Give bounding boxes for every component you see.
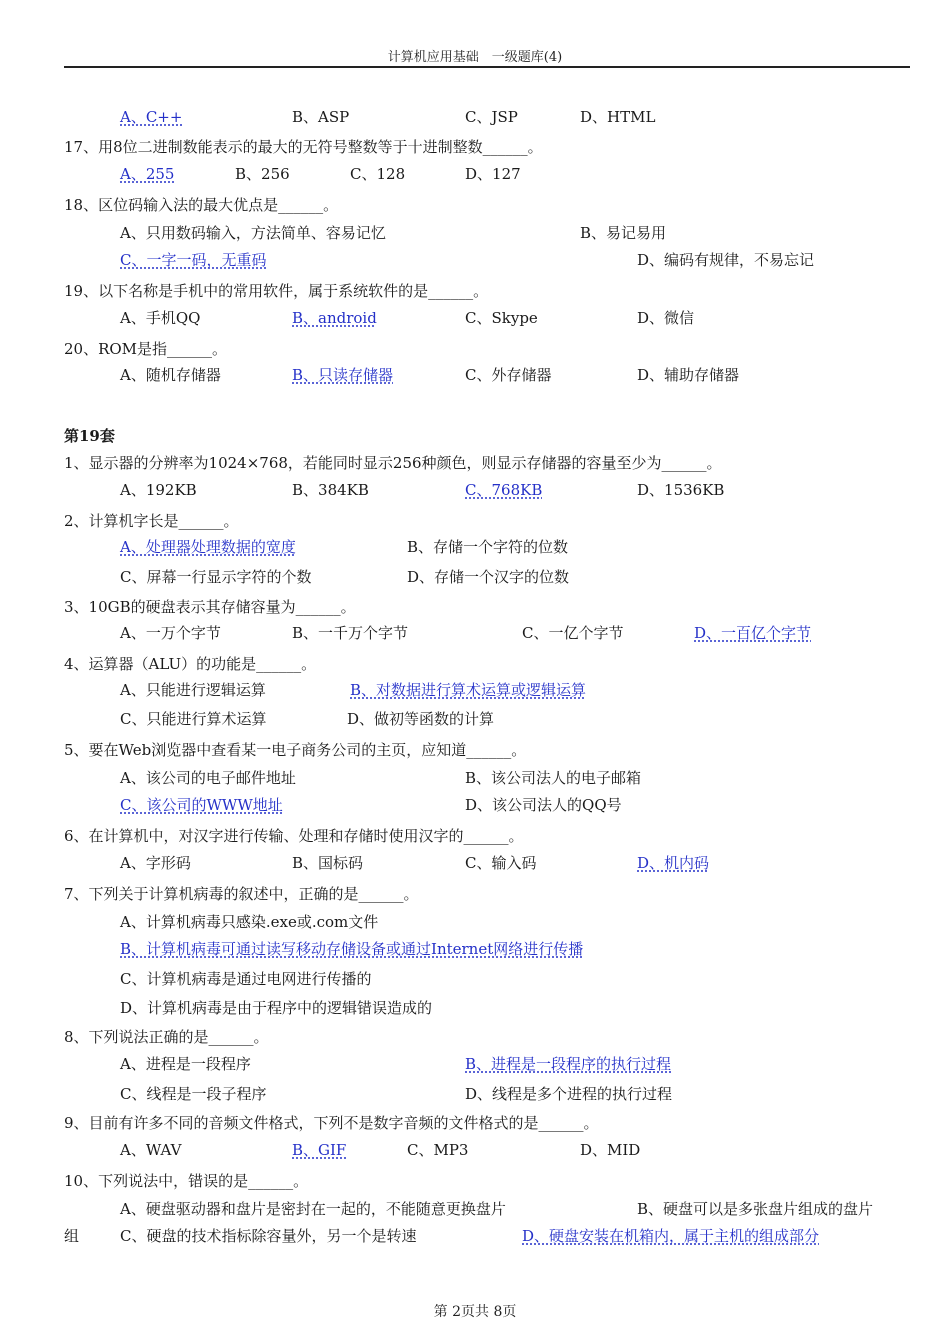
q17-option-c: C、128 <box>350 165 406 183</box>
set19-question-2: 2、计算机字长是______。 <box>64 512 239 530</box>
s6-option-a: A、字形码 <box>120 854 191 872</box>
s6-option-b: B、国标码 <box>292 854 364 872</box>
set19-question-10: 10、下列说法中，错误的是______。 <box>64 1172 309 1190</box>
q20-option-c: C、外存储器 <box>465 366 552 384</box>
s9-option-d: D、MID <box>580 1141 641 1159</box>
s1-option-a: A、192KB <box>120 481 197 499</box>
s5-option-b: B、该公司法人的电子邮箱 <box>465 769 642 787</box>
page-header: 计算机应用基础 一级题库(4) <box>387 50 563 65</box>
s10-option-c: C、硬盘的技术指标除容量外，另一个是转速 <box>120 1227 417 1245</box>
set19-question-9: 9、目前有许多不同的音频文件格式，下列不是数字音频的文件格式的是______。 <box>64 1114 599 1132</box>
q17-option-b: B、256 <box>235 165 290 183</box>
s3-option-d: D、一百亿个字节 <box>694 624 812 642</box>
s3-option-b: B、一千万个字节 <box>292 624 409 642</box>
question-20: 20、ROM是指______。 <box>64 340 228 358</box>
set-title: 第19套 <box>64 427 115 445</box>
q17-option-d: D、127 <box>465 165 521 183</box>
q16-option-d: D、HTML <box>580 108 656 126</box>
q16-option-c: C、JSP <box>465 108 518 126</box>
s2-option-c: C、屏幕一行显示字符的个数 <box>120 568 312 586</box>
question-19: 19、以下名称是手机中的常用软件，属于系统软件的是______。 <box>64 282 489 300</box>
s7-option-d: D、计算机病毒是由于程序中的逻辑错误造成的 <box>120 999 433 1017</box>
q19-option-b: B、android <box>292 309 377 327</box>
set19-question-5: 5、要在Web浏览器中查看某一电子商务公司的主页，应知道______。 <box>64 741 527 759</box>
q20-option-b: B、只读存储器 <box>292 366 394 384</box>
q17-option-a: A、255 <box>120 165 175 183</box>
s10-option-d: D、硬盘安装在机箱内，属于主机的组成部分 <box>522 1227 820 1245</box>
s4-option-b: B、对数据进行算术运算或逻辑运算 <box>350 681 587 699</box>
s7-option-a: A、计算机病毒只感染.exe或.com文件 <box>120 913 379 931</box>
s2-option-d: D、存储一个汉字的位数 <box>407 568 570 586</box>
question-18: 18、区位码输入法的最大优点是______。 <box>64 196 339 214</box>
s8-option-b: B、进程是一段程序的执行过程 <box>465 1055 672 1073</box>
s4-option-d: D、做初等函数的计算 <box>347 710 495 728</box>
s3-option-a: A、一万个字节 <box>120 624 221 642</box>
set19-question-1: 1、显示器的分辨率为1024×768，若能同时显示256种颜色，则显示存储器的容量至少为______。 <box>64 454 722 472</box>
set19-question-6: 6、在计算机中，对汉字进行传输、处理和存储时使用汉字的______。 <box>64 827 524 845</box>
q18-option-d: D、编码有规律，不易忘记 <box>637 251 815 269</box>
q20-option-d: D、辅助存储器 <box>637 366 740 384</box>
q16-option-a: A、C++ <box>120 108 183 126</box>
q20-option-a: A、随机存储器 <box>120 366 221 384</box>
s4-option-a: A、只能进行逻辑运算 <box>120 681 266 699</box>
q19-option-d: D、微信 <box>637 309 695 327</box>
set19-question-3: 3、10GB的硬盘表示其存储容量为______。 <box>64 598 356 616</box>
s8-option-d: D、线程是多个进程的执行过程 <box>465 1085 673 1103</box>
page-footer: 第 2页共 8页 <box>433 1304 517 1320</box>
s10-option-b-continuation: 组 <box>64 1227 80 1245</box>
q18-option-c: C、一字一码，无重码 <box>120 251 267 269</box>
s10-option-a: A、硬盘驱动器和盘片是密封在一起的，不能随意更换盘片 <box>120 1200 506 1218</box>
s5-option-d: D、该公司法人的QQ号 <box>465 796 622 814</box>
s7-option-c: C、计算机病毒是通过电网进行传播的 <box>120 970 372 988</box>
s10-option-b: B、硬盘可以是多张盘片组成的盘片 <box>637 1200 874 1218</box>
set19-question-7: 7、下列关于计算机病毒的叙述中，正确的是______。 <box>64 885 419 903</box>
set19-question-8: 8、下列说法正确的是______。 <box>64 1028 269 1046</box>
s3-option-c: C、一亿个字节 <box>522 624 624 642</box>
s8-option-a: A、进程是一段程序 <box>120 1055 251 1073</box>
s2-option-b: B、存储一个字符的位数 <box>407 538 569 556</box>
set19-question-4: 4、运算器（ALU）的功能是______。 <box>64 655 317 673</box>
s4-option-c: C、只能进行算术运算 <box>120 710 267 728</box>
s1-option-c: C、768KB <box>465 481 543 499</box>
s8-option-c: C、线程是一段子程序 <box>120 1085 267 1103</box>
q19-option-a: A、手机QQ <box>120 309 201 327</box>
s6-option-c: C、输入码 <box>465 854 537 872</box>
s6-option-d: D、机内码 <box>637 854 710 872</box>
s7-option-b: B、计算机病毒可通过读写移动存储设备或通过Internet网络进行传播 <box>120 940 584 958</box>
s2-option-a: A、处理器处理数据的宽度 <box>120 538 296 556</box>
s5-option-a: A、该公司的电子邮件地址 <box>120 769 296 787</box>
s9-option-a: A、WAV <box>120 1141 182 1159</box>
s1-option-d: D、1536KB <box>637 481 725 499</box>
s9-option-b: B、GIF <box>292 1141 347 1159</box>
q19-option-c: C、Skype <box>465 309 538 327</box>
q16-option-b: B、ASP <box>292 108 350 126</box>
q18-option-a: A、只用数码输入，方法简单、容易记忆 <box>120 224 386 242</box>
s5-option-c: C、该公司的WWW地址 <box>120 796 283 814</box>
s1-option-b: B、384KB <box>292 481 369 499</box>
header-divider <box>64 66 910 68</box>
q18-option-b: B、易记易用 <box>580 224 667 242</box>
question-17: 17、用8位二进制数能表示的最大的无符号整数等于十进制整数______。 <box>64 138 543 156</box>
s9-option-c: C、MP3 <box>407 1141 469 1159</box>
